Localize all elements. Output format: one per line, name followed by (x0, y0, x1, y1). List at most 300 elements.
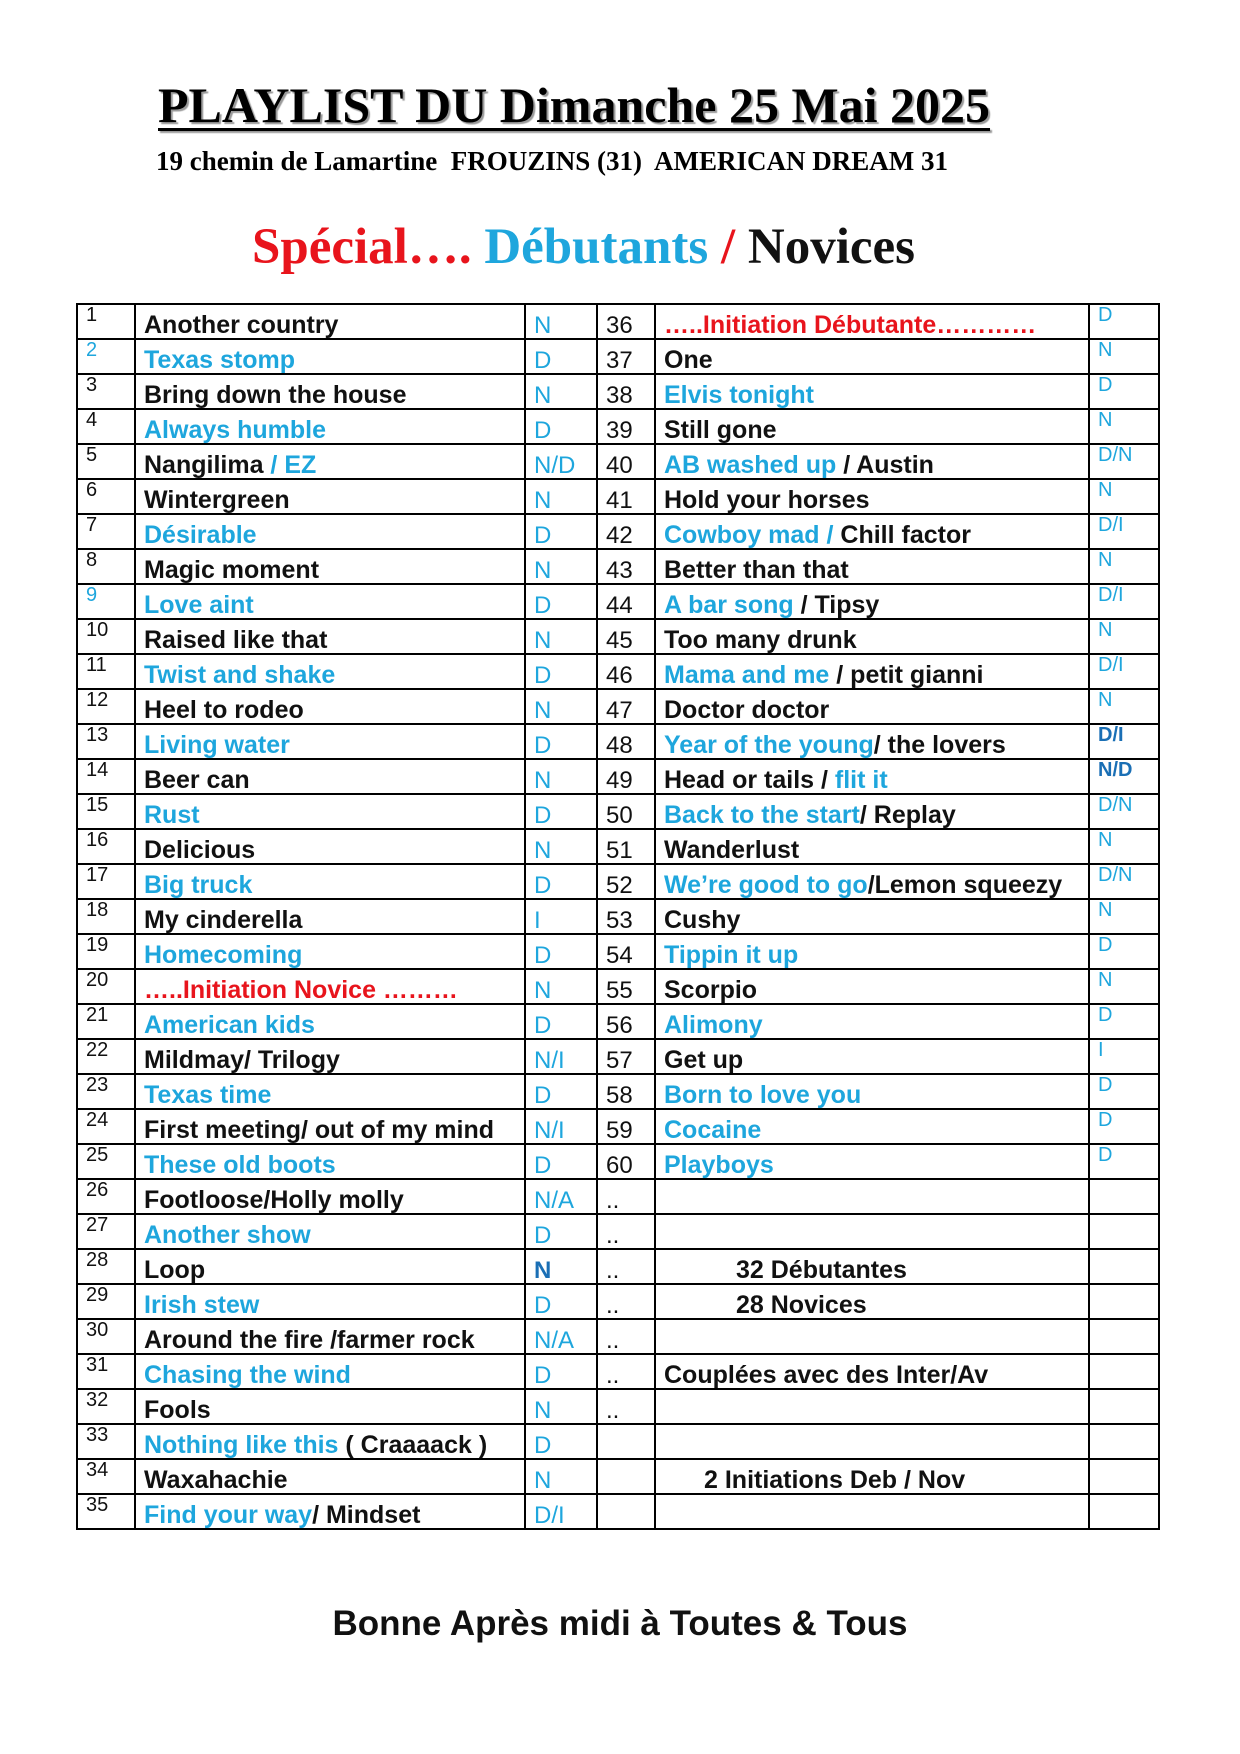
level-code: N (1089, 479, 1159, 514)
level-code: D/N (1089, 794, 1159, 829)
table-row (77, 969, 1159, 1004)
row-number: 37 (597, 339, 655, 374)
table-row (77, 514, 1159, 549)
dance-title (135, 339, 525, 374)
title-part: ( Craaaack ) (338, 1431, 488, 1459)
dance-title (655, 794, 1089, 829)
dance-title (655, 829, 1089, 864)
dance-title (135, 829, 525, 864)
row-number: 43 (597, 549, 655, 584)
level-code: N/I (525, 1109, 597, 1144)
table-row (77, 1214, 1159, 1249)
title-part: / Mindset (312, 1501, 421, 1529)
dance-title (135, 759, 525, 794)
table-row (77, 1109, 1159, 1144)
row-number: .. (597, 1354, 655, 1389)
row-number: 35 (77, 1494, 135, 1529)
table-row (77, 864, 1159, 899)
level-code: D (525, 934, 597, 969)
row-number (597, 1424, 655, 1459)
table-row (77, 1144, 1159, 1179)
table-row (77, 794, 1159, 829)
table-row (77, 409, 1159, 444)
title-part: Irish stew (144, 1291, 260, 1319)
level-code: D (1089, 1074, 1159, 1109)
title-part: Year of the young (664, 731, 874, 759)
title-part: Elvis tonight (664, 381, 814, 409)
title-part: Head or tails / (664, 766, 835, 794)
title-part: Couplées avec des Inter/Av (664, 1361, 989, 1389)
row-number: 52 (597, 864, 655, 899)
title-part: Footloose/Holly molly (144, 1186, 404, 1214)
level-code: D (525, 409, 597, 444)
dance-title (655, 899, 1089, 934)
row-number: 51 (597, 829, 655, 864)
dance-title (135, 1004, 525, 1039)
heading-special: Spécial…. (252, 219, 472, 275)
level-code: I (525, 899, 597, 934)
level-code: N (525, 374, 597, 409)
dance-title (655, 1214, 1089, 1249)
row-number: 58 (597, 1074, 655, 1109)
level-code: D (1089, 1004, 1159, 1039)
title-part: 2 Initiations Deb / Nov (704, 1466, 966, 1494)
dance-title (135, 689, 525, 724)
table-row (77, 934, 1159, 969)
dance-title (655, 724, 1089, 759)
title-part: Born to love you (664, 1081, 862, 1109)
row-number: 5 (77, 444, 135, 479)
dance-title (135, 514, 525, 549)
table-row (77, 1039, 1159, 1074)
table-row (77, 899, 1159, 934)
level-code: D/I (1089, 514, 1159, 549)
dance-title (655, 689, 1089, 724)
dance-title (655, 759, 1089, 794)
level-code (1089, 1249, 1159, 1284)
dance-title (135, 549, 525, 584)
table-row (77, 1319, 1159, 1354)
title-part: A bar song (664, 591, 794, 619)
row-number: 4 (77, 409, 135, 444)
level-code: N (525, 1389, 597, 1424)
row-number: 25 (77, 1144, 135, 1179)
title-part: Find your way (144, 1501, 313, 1529)
row-number: 60 (597, 1144, 655, 1179)
level-code: N (525, 829, 597, 864)
dance-title (135, 1109, 525, 1144)
dance-title (655, 444, 1089, 479)
level-code: D (1089, 1144, 1159, 1179)
title-part: / Austin (836, 451, 934, 479)
title-part: / Replay (859, 801, 956, 829)
row-number (597, 1459, 655, 1494)
level-code: D (525, 1214, 597, 1249)
level-code (1089, 1179, 1159, 1214)
level-code: N (525, 689, 597, 724)
dance-title (135, 1389, 525, 1424)
table-row (77, 549, 1159, 584)
title-part: Cushy (664, 906, 741, 934)
dance-title (135, 584, 525, 619)
dance-title (655, 1179, 1089, 1214)
title-part: Waxahachie (144, 1466, 288, 1494)
dance-title (655, 409, 1089, 444)
title-part: Chill factor (840, 521, 971, 549)
dance-title (655, 549, 1089, 584)
dance-title (135, 1039, 525, 1074)
title-part: …..Initiation Débutante………… (664, 311, 1037, 339)
table-row (77, 339, 1159, 374)
special-heading (252, 219, 916, 275)
row-number: 15 (77, 794, 135, 829)
dance-title (655, 1459, 1089, 1494)
title-part: Still gone (664, 416, 777, 444)
dance-title (655, 1249, 1089, 1284)
dance-title (655, 1144, 1089, 1179)
table-row (77, 619, 1159, 654)
level-code: D (1089, 934, 1159, 969)
level-code: N (1089, 619, 1159, 654)
dance-title (135, 374, 525, 409)
title-part: AB washed up (664, 451, 837, 479)
dance-title (655, 374, 1089, 409)
table-row (77, 1389, 1159, 1424)
dance-title (135, 444, 525, 479)
title-part: Beer can (144, 766, 250, 794)
dance-title (655, 1004, 1089, 1039)
dance-title (135, 1354, 525, 1389)
level-code (1089, 1214, 1159, 1249)
level-code: N (1089, 339, 1159, 374)
title-part: These old boots (144, 1151, 336, 1179)
title-part: Better than that (664, 556, 849, 584)
row-number: 26 (77, 1179, 135, 1214)
table-row (77, 1249, 1159, 1284)
level-code (1089, 1459, 1159, 1494)
title-part: Cocaine (664, 1116, 762, 1144)
dance-title (135, 1284, 525, 1319)
dance-title (655, 864, 1089, 899)
table-row (77, 1004, 1159, 1039)
row-number: 12 (77, 689, 135, 724)
row-number: 32 (77, 1389, 135, 1424)
table-row (77, 374, 1159, 409)
level-code: N (1089, 969, 1159, 1004)
row-number: 39 (597, 409, 655, 444)
dance-title (135, 1249, 525, 1284)
level-code: D/I (1089, 724, 1159, 759)
dance-title (135, 1144, 525, 1179)
row-number: 40 (597, 444, 655, 479)
level-code: D/N (1089, 864, 1159, 899)
dance-title (135, 409, 525, 444)
dance-title (135, 934, 525, 969)
title-part: My cinderella (144, 906, 303, 934)
table-row (77, 1179, 1159, 1214)
level-code: D (1089, 304, 1159, 339)
level-code (1089, 1284, 1159, 1319)
title-part: Texas time (144, 1081, 272, 1109)
title-part: Tippin it up (664, 941, 799, 969)
table-row (77, 1284, 1159, 1319)
row-number: 57 (597, 1039, 655, 1074)
row-number: 16 (77, 829, 135, 864)
row-number: 29 (77, 1284, 135, 1319)
level-code: D (1089, 374, 1159, 409)
level-code: N/I (525, 1039, 597, 1074)
dance-title (655, 1424, 1089, 1459)
title-part: Another country (144, 311, 339, 339)
row-number: 41 (597, 479, 655, 514)
title-part: Nothing like this (144, 1431, 339, 1459)
level-code: D/I (525, 1494, 597, 1529)
row-number: 2 (77, 339, 135, 374)
row-number (597, 1494, 655, 1529)
row-number: 45 (597, 619, 655, 654)
title-part: Chasing the wind (144, 1361, 351, 1389)
playlist-body (77, 304, 1159, 1529)
level-code: N (1089, 899, 1159, 934)
row-number: 36 (597, 304, 655, 339)
row-number: 1 (77, 304, 135, 339)
dance-title (655, 1354, 1089, 1389)
row-number: 20 (77, 969, 135, 1004)
dance-title (135, 619, 525, 654)
row-number: 42 (597, 514, 655, 549)
level-code: I (1089, 1039, 1159, 1074)
level-code (1089, 1494, 1159, 1529)
level-code: N (525, 969, 597, 1004)
level-code (1089, 1354, 1159, 1389)
level-code: D (525, 1284, 597, 1319)
title-part: American kids (144, 1011, 315, 1039)
level-code: N (525, 479, 597, 514)
row-number: 7 (77, 514, 135, 549)
dance-title (135, 1179, 525, 1214)
title-part: Texas stomp (144, 346, 295, 374)
row-number: 23 (77, 1074, 135, 1109)
table-row (77, 304, 1159, 339)
title-part: Rust (144, 801, 200, 829)
row-number: 14 (77, 759, 135, 794)
row-number: 17 (77, 864, 135, 899)
title-part: Magic moment (144, 556, 320, 584)
table-row (77, 584, 1159, 619)
title-part: First meeting/ out of my mind (144, 1116, 495, 1144)
title-part: Back to the start (664, 801, 860, 829)
dance-title (135, 479, 525, 514)
table-row (77, 1494, 1159, 1529)
title-part: 32 Débutantes (736, 1256, 907, 1284)
row-number: 34 (77, 1459, 135, 1494)
title-part: Doctor doctor (664, 696, 830, 724)
title-part: Too many drunk (664, 626, 857, 654)
dance-title (135, 1424, 525, 1459)
level-code: N/D (525, 444, 597, 479)
row-number: 53 (597, 899, 655, 934)
title-part: Loop (144, 1256, 206, 1284)
title-part: Désirable (144, 521, 257, 549)
dance-title (655, 1074, 1089, 1109)
table-row (77, 724, 1159, 759)
title-part: Wintergreen (144, 486, 290, 514)
title-part: Heel to rodeo (144, 696, 304, 724)
row-number: 9 (77, 584, 135, 619)
row-number: 30 (77, 1319, 135, 1354)
dance-title (135, 794, 525, 829)
level-code: D (525, 339, 597, 374)
dance-title (135, 1074, 525, 1109)
page-title: PLAYLIST DU Dimanche 25 Mai 2025 (158, 77, 991, 133)
row-number: 13 (77, 724, 135, 759)
dance-title (135, 969, 525, 1004)
title-part: Always humble (144, 416, 326, 444)
title-part: Delicious (144, 836, 256, 864)
row-number: 33 (77, 1424, 135, 1459)
dance-title (655, 1284, 1089, 1319)
title-part: / petit gianni (829, 661, 984, 689)
level-code: D/I (1089, 654, 1159, 689)
venue-subtitle: 19 chemin de Lamartine FROUZINS (31) AMERICAN DREAM 31 (156, 146, 948, 176)
row-number: 8 (77, 549, 135, 584)
level-code: D (525, 1144, 597, 1179)
level-code: N (525, 619, 597, 654)
title-part: Love aint (144, 591, 254, 619)
row-number: 3 (77, 374, 135, 409)
row-number: 24 (77, 1109, 135, 1144)
level-code: D/I (1089, 584, 1159, 619)
dance-title (655, 654, 1089, 689)
row-number: 6 (77, 479, 135, 514)
dance-title (655, 1494, 1089, 1529)
title-part: Scorpio (664, 976, 758, 1004)
level-code: N/D (1089, 759, 1159, 794)
dance-title (135, 1319, 525, 1354)
dance-title (655, 1109, 1089, 1144)
dance-title (655, 969, 1089, 1004)
row-number: 19 (77, 934, 135, 969)
row-number: .. (597, 1284, 655, 1319)
dance-title (135, 1459, 525, 1494)
row-number: .. (597, 1249, 655, 1284)
title-part: Twist and shake (144, 661, 336, 689)
title-part: /Lemon squeezy (867, 871, 1063, 899)
row-number: 59 (597, 1109, 655, 1144)
row-number: .. (597, 1179, 655, 1214)
level-code: D (525, 514, 597, 549)
row-number: 55 (597, 969, 655, 1004)
title-part: Get up (664, 1046, 744, 1074)
row-number: 47 (597, 689, 655, 724)
title-part: / Tipsy (793, 591, 880, 619)
row-number: 10 (77, 619, 135, 654)
table-row (77, 654, 1159, 689)
level-code: D (525, 1354, 597, 1389)
dance-title (655, 479, 1089, 514)
title-part: Raised like that (144, 626, 328, 654)
dance-title (135, 654, 525, 689)
title-part: Big truck (144, 871, 253, 899)
level-code: N (525, 549, 597, 584)
title-part: Nangilima (144, 451, 264, 479)
row-number: 18 (77, 899, 135, 934)
dance-title (135, 1494, 525, 1529)
title-part: One (664, 346, 713, 374)
row-number: 44 (597, 584, 655, 619)
table-row (77, 1354, 1159, 1389)
title-part: Around the fire /farmer rock (144, 1326, 475, 1354)
dance-title (655, 1319, 1089, 1354)
level-code (1089, 1424, 1159, 1459)
dance-title (655, 934, 1089, 969)
level-code: D/N (1089, 444, 1159, 479)
title-part: We’re good to go (664, 871, 868, 899)
title-part: / the lovers (873, 731, 1006, 759)
dance-title (135, 1214, 525, 1249)
title-part: Another show (144, 1221, 311, 1249)
level-code: N (525, 1459, 597, 1494)
dance-title (655, 584, 1089, 619)
row-number: 21 (77, 1004, 135, 1039)
row-number: 54 (597, 934, 655, 969)
dance-title (655, 1039, 1089, 1074)
row-number: 27 (77, 1214, 135, 1249)
row-number: 48 (597, 724, 655, 759)
level-code: D (525, 794, 597, 829)
level-code (1089, 1389, 1159, 1424)
dance-title (135, 724, 525, 759)
dance-title (135, 304, 525, 339)
title-part: Alimony (664, 1011, 763, 1039)
title-part: Playboys (664, 1151, 774, 1179)
row-number: 49 (597, 759, 655, 794)
title-part: 28 Novices (736, 1291, 867, 1319)
level-code: N (1089, 689, 1159, 724)
heading-novices: Novices (747, 219, 916, 275)
dance-title (135, 864, 525, 899)
level-code: N/A (525, 1319, 597, 1354)
level-code: D (525, 1004, 597, 1039)
level-code: D (525, 1424, 597, 1459)
footer-greeting: Bonne Après midi à Toutes & Tous (332, 1604, 908, 1643)
row-number: 38 (597, 374, 655, 409)
title-part: Cowboy mad / (664, 521, 841, 549)
level-code: D (525, 724, 597, 759)
level-code: N/A (525, 1179, 597, 1214)
row-number: 28 (77, 1249, 135, 1284)
level-code: N (525, 1249, 597, 1284)
row-number: 46 (597, 654, 655, 689)
dance-title (655, 304, 1089, 339)
table-row (77, 759, 1159, 794)
level-code: N (525, 759, 597, 794)
level-code: D (525, 654, 597, 689)
level-code: N (1089, 549, 1159, 584)
dance-title (655, 514, 1089, 549)
row-number: .. (597, 1214, 655, 1249)
table-row (77, 829, 1159, 864)
table-row (77, 689, 1159, 724)
level-code (1089, 1319, 1159, 1354)
title-part: Living water (144, 731, 290, 759)
dance-title (655, 619, 1089, 654)
row-number: 11 (77, 654, 135, 689)
title-part: Fools (144, 1396, 211, 1424)
table-row (77, 1459, 1159, 1494)
level-code: N (1089, 829, 1159, 864)
table-row (77, 444, 1159, 479)
